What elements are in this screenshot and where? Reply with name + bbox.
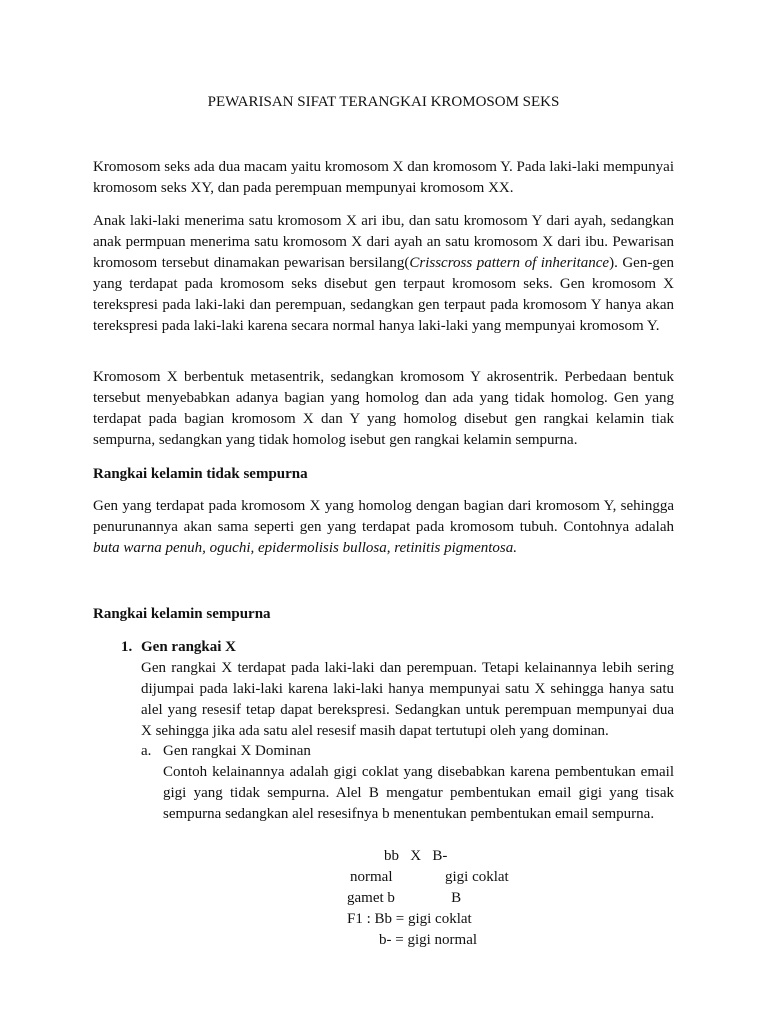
paragraph-tidak-sempurna xyxy=(93,496,674,559)
cross-parents: bb X B- xyxy=(384,848,448,864)
list-item-text: Gen rangkai X terdapat pada laki-laki dan perempuan. Tetapi kelainannya lebih sering dijumpai pada laki-laki karena laki-laki hanya mempunyai satu X sehingga hanya satu alel yang resesif tetap dapat berekspresi. Sedangkan untuk perempuan mempunyai dua X sehingga jika ada satu alel resesif masih dapat tertutupi oleh yang dominan. xyxy=(141,660,674,739)
paragraph-bentuk-kromosom: Kromosom X berbentuk metasentrik, sedangkan kromosom Y akrosentrik. Perbedaan bentuk tersebut menyebabkan adanya bagian yang homolog dan ada yang tidak homolog. Gen yang terdapat pada bagian kromosom X dan Y yang homolog disebut gen rangkai kelamin tiak sempurna, sedangkan yang tidak homolog isebut gen rangkai kelamin sempurna. xyxy=(93,369,674,448)
list-item-title: Gen rangkai X xyxy=(141,639,237,655)
cross-f1-line2: b- = gigi normal xyxy=(379,932,478,948)
paragraph-pewarisan-bersilang xyxy=(93,211,674,337)
paragraph-text: Anak laki-laki menerima satu kromosom X ari ibu, dan satu kromosom Y dari ayah, sedangkan anak permpuan menerima satu kromosom X dari ayah an satu kromosom X dari ibu. Pewarisan kromosom tersebut dinamakan pewarisan bersilang( xyxy=(93,213,674,271)
section-heading-sempurna: Rangkai kelamin sempurna xyxy=(93,606,271,622)
paragraph-text: ). Gen-gen yang terdapat pada kromosom seks disebut gen terpaut kromosom seks. Gen kromosom X terekspresi pada laki-laki dan perempuan, sedangkan gen terpaut pada kromosom Y hanya akan terekspresi pada laki-laki karena secara normal hanya laki-laki yang mempunyai kromosom Y. xyxy=(93,255,674,334)
cross-gametes: gamet b B xyxy=(347,890,462,906)
sublist-letter: a. xyxy=(141,743,152,759)
paragraph-kromosom-seks: Kromosom seks ada dua macam yaitu kromosom X dan kromosom Y. Pada laki-laki mempunyai kromosom seks XY, dan pada perempuan mempunyai kromosom XX. xyxy=(93,159,674,196)
italic-term: Crisscross pattern of inheritance xyxy=(409,255,610,271)
list-number: 1. xyxy=(121,639,133,655)
section-heading-tidak-sempurna: Rangkai kelamin tidak sempurna xyxy=(93,466,308,482)
cross-f1-line1: F1 : Bb = gigi coklat xyxy=(347,911,472,927)
paragraph-text: Gen yang terdapat pada kromosom X yang homolog dengan bagian dari kromosom Y, sehingga penurunannya akan sama seperti gen yang terdapat pada kromosom tubuh. Contohnya adalah xyxy=(93,498,674,535)
cross-phenotypes: normal gigi coklat xyxy=(350,869,509,885)
sublist-text: Contoh kelainannya adalah gigi coklat yang disebabkan karena pembentukan email gigi yang tidak sempurna. Alel B mengatur pembentukan email gigi yang tisak sempurna sedangkan alel resesifnya b menentukan pembentukan email sempurna. xyxy=(163,764,674,822)
italic-examples: buta warna penuh, oguchi, epidermolisis bullosa, retinitis pigmentosa. xyxy=(93,540,518,556)
sublist-title: Gen rangkai X Dominan xyxy=(163,743,311,759)
page-title: PEWARISAN SIFAT TERANGKAI KROMOSOM SEKS xyxy=(207,94,560,110)
